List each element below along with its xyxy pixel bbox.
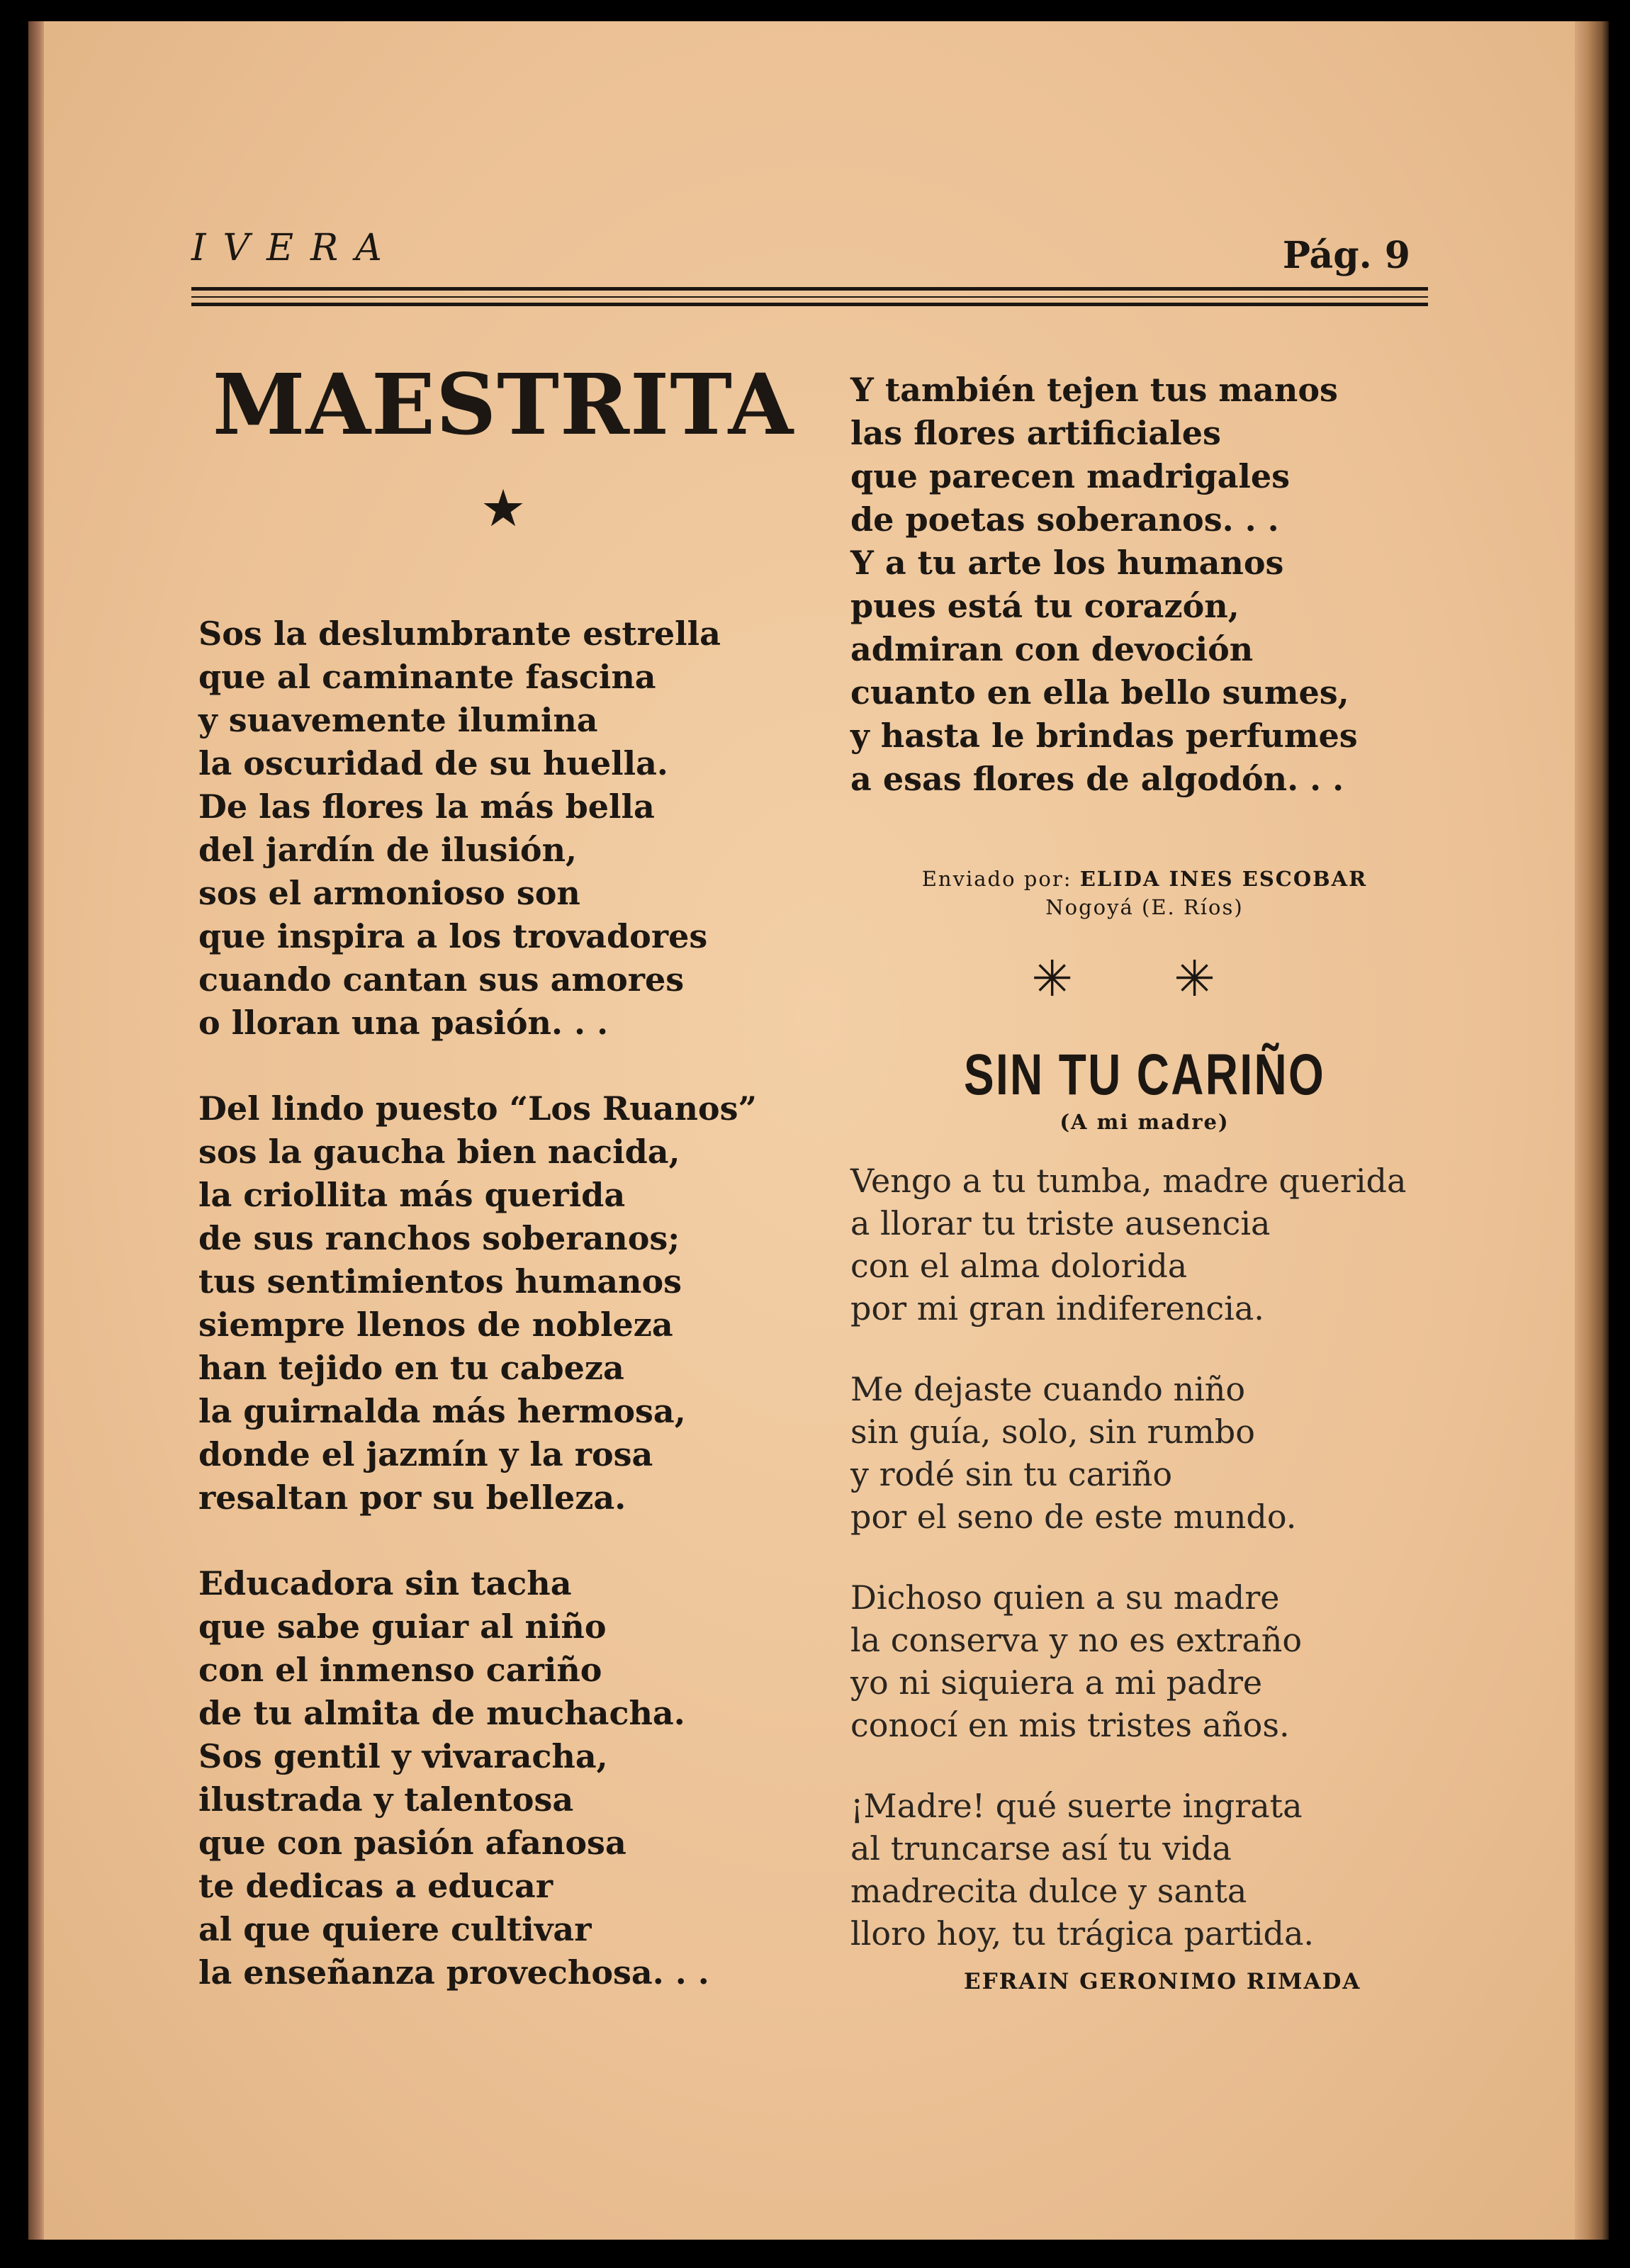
verse-line: del jardín de ilusión, <box>198 830 578 869</box>
verse-line: de tu almita de muchacha. <box>198 1693 685 1732</box>
header-rule <box>191 303 1428 306</box>
poem-stanza-continued <box>850 369 1439 801</box>
verse-line: sin guía, solo, sin rumbo <box>850 1413 1255 1452</box>
verse-line: Vengo a tu tumba, madre querida <box>850 1162 1407 1201</box>
verse-line: que con pasión afanosa <box>198 1823 626 1862</box>
verse-line: han tejido en tu cabeza <box>198 1348 624 1387</box>
verse-line: pues está tu corazón, <box>850 587 1240 625</box>
verse-line: Sos la deslumbrante estrella <box>198 614 721 653</box>
verse-line: a esas flores de algodón. . . <box>850 760 1344 798</box>
verse-line: que sabe guiar al niño <box>198 1607 607 1646</box>
poem-stanza <box>198 1562 808 1994</box>
verse-line: con el alma dolorida <box>850 1247 1188 1286</box>
poem-author: EFRAIN GERONIMO RIMADA <box>964 1969 1361 1995</box>
verse-line: y rodé sin tu cariño <box>850 1455 1173 1494</box>
magazine-page <box>28 21 1609 2240</box>
page-edge <box>1575 21 1609 2240</box>
running-head: IVERA <box>191 227 399 269</box>
verse-line: Y también tejen tus manos <box>850 371 1338 409</box>
credit-place: Nogoyá (E. Ríos) <box>1045 895 1244 919</box>
verse-line: que inspira a los trovadores <box>198 916 708 955</box>
asterisk-separator-icon: ✳ ✳ <box>1031 950 1258 1008</box>
verse-line: la enseñanza provechosa. . . <box>198 1953 709 1992</box>
page-number: Pág. 9 <box>1282 234 1410 277</box>
credit-name: ELIDA INES ESCOBAR <box>1079 867 1368 891</box>
poem-title-sin-tu-carino: SIN TU CARIÑO <box>963 1043 1326 1107</box>
verse-line: tus sentimientos humanos <box>198 1262 682 1301</box>
verse-line: de poetas soberanos. . . <box>850 500 1279 539</box>
poem-stanza <box>850 1576 1439 1746</box>
header-rule <box>191 287 1428 291</box>
verse-line: sos el armonioso son <box>198 873 580 912</box>
verse-line: donde el jazmín y la rosa <box>198 1435 653 1473</box>
verse-line: cuanto en ella bello sumes, <box>850 673 1349 712</box>
verse-line: y hasta le brindas perfumes <box>850 717 1358 755</box>
verse-line: por mi gran indiferencia. <box>850 1289 1264 1328</box>
verse-line: las flores artificiales <box>850 414 1221 452</box>
credit-prefix: Enviado por: <box>921 867 1072 891</box>
verse-line: Y a tu arte los humanos <box>850 544 1284 582</box>
poem-title-maestrita: MAESTRITA <box>212 355 794 454</box>
poem-stanza <box>850 1368 1439 1538</box>
verse-line: conocí en mis tristes años. <box>850 1706 1290 1745</box>
verse-line: De las flores la más bella <box>198 787 655 826</box>
verse-line: la criollita más querida <box>198 1175 626 1214</box>
verse-line: de sus ranchos soberanos; <box>198 1218 680 1257</box>
verse-line: cuando cantan sus amores <box>198 960 685 999</box>
verse-line: ¡Madre! qué suerte ingrata <box>850 1787 1303 1826</box>
sender-credit <box>850 865 1439 921</box>
star-ornament-icon: ★ <box>480 480 527 537</box>
verse-line: que parecen madrigales <box>850 457 1291 495</box>
verse-line: la conserva y no es extraño <box>850 1621 1303 1660</box>
binding-spine <box>28 21 44 2240</box>
verse-line: yo ni siquiera a mi padre <box>850 1663 1263 1702</box>
poem-dedication: (A mi madre) <box>1060 1110 1230 1135</box>
verse-line: ilustrada y talentosa <box>198 1780 574 1819</box>
verse-line: y suavemente ilumina <box>198 700 598 739</box>
verse-line: la oscuridad de su huella. <box>198 743 668 782</box>
verse-line: Educadora sin tacha <box>198 1564 572 1602</box>
poem-stanza <box>198 1087 808 1520</box>
verse-line: la guirnalda más hermosa, <box>198 1391 686 1430</box>
verse-line: con el inmenso cariño <box>198 1650 602 1689</box>
verse-line: que al caminante fascina <box>198 657 656 696</box>
verse-line: siempre llenos de nobleza <box>198 1305 673 1344</box>
verse-line: Sos gentil y vivaracha, <box>198 1736 608 1775</box>
poem-stanza <box>850 1160 1439 1330</box>
verse-line: Del lindo puesto “Los Ruanos” <box>198 1089 757 1128</box>
verse-line: resaltan por su belleza. <box>198 1478 626 1517</box>
left-column <box>198 354 808 2037</box>
poem-stanza <box>198 612 808 1045</box>
verse-line: te dedicas a educar <box>198 1866 553 1905</box>
verse-line: al truncarse así tu vida <box>850 1829 1232 1868</box>
poem-stanza <box>850 1785 1439 1955</box>
right-column <box>850 369 1439 1994</box>
header-rule <box>191 296 1428 298</box>
verse-line: admiran con devoción <box>850 630 1254 668</box>
verse-line: lloro hoy, tu trágica partida. <box>850 1914 1315 1953</box>
verse-line: por el seno de este mundo. <box>850 1498 1297 1537</box>
verse-line: madrecita dulce y santa <box>850 1872 1247 1911</box>
verse-line: a llorar tu triste ausencia <box>850 1204 1271 1243</box>
verse-line: Me dejaste cuando niño <box>850 1370 1246 1409</box>
verse-line: o lloran una pasión. . . <box>198 1003 609 1042</box>
verse-line: al que quiere cultivar <box>198 1909 592 1948</box>
verse-line: Dichoso quien a su madre <box>850 1578 1280 1617</box>
verse-line: sos la gaucha bien nacida, <box>198 1132 680 1171</box>
